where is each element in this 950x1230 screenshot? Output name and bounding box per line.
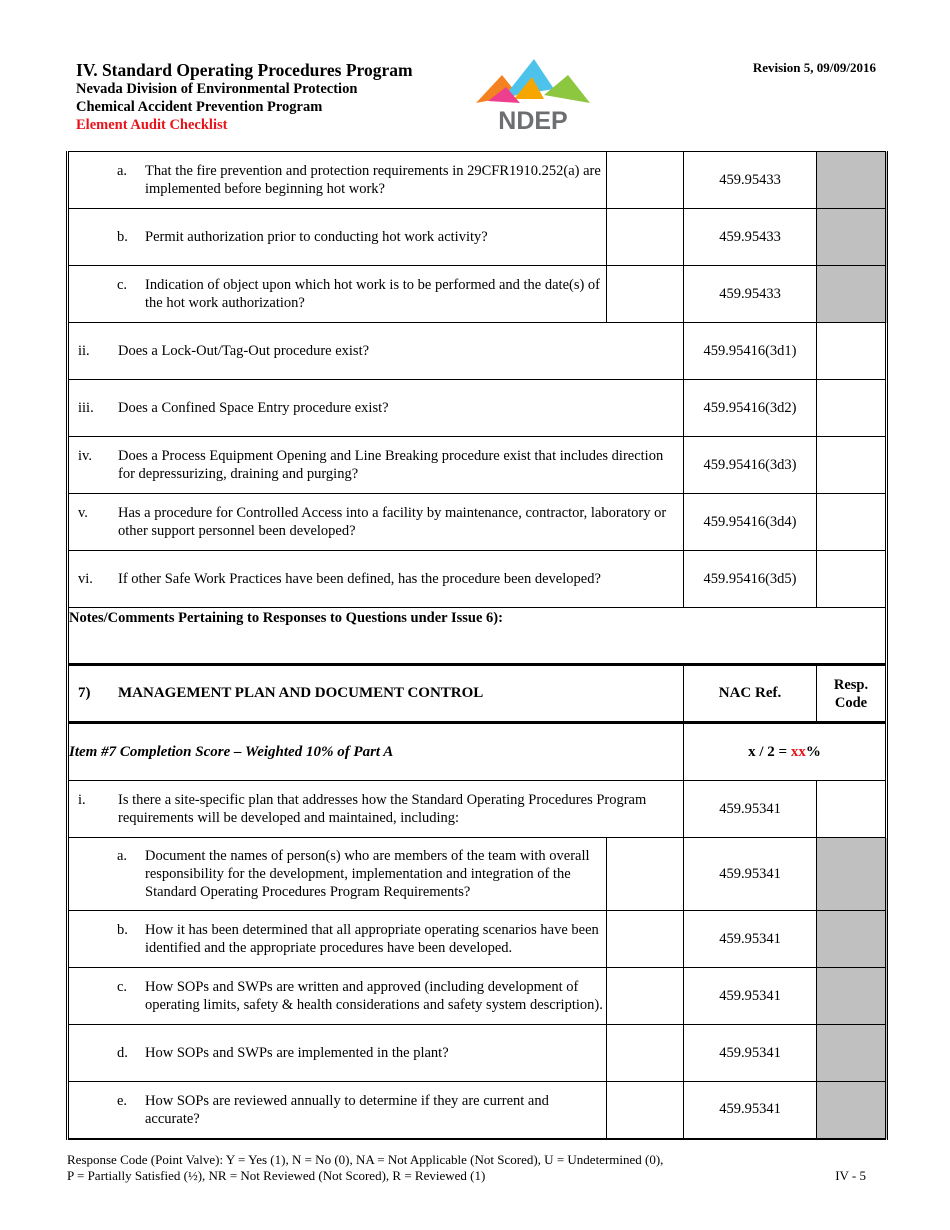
section-title: MANAGEMENT PLAN AND DOCUMENT CONTROL — [118, 685, 484, 701]
response-code-cell[interactable] — [817, 781, 887, 838]
table-row — [68, 551, 887, 608]
response-cell[interactable] — [607, 1025, 684, 1082]
sub-item-letter: b. — [117, 229, 128, 245]
score-row — [68, 723, 887, 781]
section-number: 7) — [78, 685, 91, 701]
table-row — [68, 209, 887, 266]
nac-ref: 459.95416(3d2) — [684, 380, 817, 437]
shaded-cell — [817, 911, 887, 968]
shaded-cell — [817, 1025, 887, 1082]
sub-item-question: Permit authorization prior to conducting hot work activity? — [145, 229, 488, 245]
document-title: IV. Standard Operating Procedures Program — [76, 60, 413, 80]
response-cell[interactable] — [607, 838, 684, 911]
sub-item-question: How SOPs and SWPs are implemented in the plant? — [145, 1045, 449, 1061]
item-number: iv. — [78, 448, 92, 464]
page-number: IV - 5 — [835, 1168, 866, 1183]
table-row — [68, 494, 887, 551]
response-cell[interactable] — [607, 1082, 684, 1139]
sub-item-letter: a. — [117, 848, 128, 864]
sub-item-letter: c. — [117, 277, 128, 293]
score-formula: x / 2 = xx% — [684, 723, 887, 781]
table-row — [68, 911, 887, 968]
sub-item-letter: a. — [117, 163, 128, 179]
audit-checklist-table — [66, 151, 888, 1140]
response-code-cell[interactable] — [817, 323, 887, 380]
response-code-cell[interactable] — [817, 437, 887, 494]
resp-code-header: Resp. Code — [817, 665, 887, 723]
shaded-cell — [817, 209, 887, 266]
table-row — [68, 152, 887, 209]
nac-ref: 459.95433 — [684, 209, 817, 266]
nac-ref: 459.95341 — [684, 781, 817, 838]
table-row — [68, 838, 887, 911]
sub-item-letter: e. — [117, 1092, 128, 1109]
sub-item-question: How SOPs and SWPs are written and approved (including development of operating limits, safety & health considerations and safety system description). — [145, 979, 603, 1013]
sub-item-letter: c. — [117, 979, 128, 995]
sub-item-question: Indication of object upon which hot work is to be performed and the date(s) of the hot work authorization? — [145, 277, 601, 311]
legend-line-2: P = Partially Satisfied (½), NR = Not Reviewed (Not Scored), R = Reviewed (1) — [67, 1168, 486, 1183]
ndep-logo — [474, 57, 592, 133]
nac-ref-header: NAC Ref. — [684, 665, 817, 723]
response-code-legend — [67, 1152, 663, 1184]
nac-ref: 459.95341 — [684, 911, 817, 968]
response-code-cell[interactable] — [817, 494, 887, 551]
shaded-cell — [817, 968, 887, 1025]
nac-ref: 459.95416(3d3) — [684, 437, 817, 494]
sub-item-question: How SOPs are reviewed annually to determine if they are current and accurate? — [145, 1092, 549, 1127]
program-name: Chemical Accident Prevention Program — [76, 99, 323, 115]
table-row — [68, 781, 887, 838]
nac-ref: 459.95416(3d5) — [684, 551, 817, 608]
sub-item-letter: d. — [117, 1045, 128, 1061]
table-row — [68, 1025, 887, 1082]
item-number: iii. — [78, 400, 94, 416]
table-row — [68, 323, 887, 380]
document-header — [76, 60, 413, 134]
table-row — [68, 437, 887, 494]
response-cell[interactable] — [607, 968, 684, 1025]
item-question: Does a Lock-Out/Tag-Out procedure exist? — [118, 343, 370, 359]
response-cell[interactable] — [607, 209, 684, 266]
response-code-cell[interactable] — [817, 380, 887, 437]
sub-item-question: That the fire prevention and protection requirements in 29CFR1910.252(a) are implemented before beginning hot work? — [145, 163, 601, 197]
item-question: If other Safe Work Practices have been defined, has the procedure been developed? — [118, 571, 601, 587]
response-cell[interactable] — [607, 266, 684, 323]
item-number: v. — [78, 505, 88, 521]
nac-ref: 459.95341 — [684, 1025, 817, 1082]
item-question: Does a Process Equipment Opening and Line Breaking procedure exist that includes direction for depressurizing, draining and purging? — [118, 448, 664, 482]
shaded-cell — [817, 1082, 887, 1139]
agency-name: Nevada Division of Environmental Protection — [76, 81, 358, 97]
table-row — [68, 1082, 887, 1139]
notes-cell[interactable] — [68, 608, 887, 665]
sub-item-question: Document the names of person(s) who are members of the team with overall responsibility for the development, implementation and integration of the Standard Operating Procedures Program Requirements? — [145, 848, 590, 900]
table-row — [68, 266, 887, 323]
response-cell[interactable] — [607, 152, 684, 209]
notes-label: Notes/Comments Pertaining to Responses to Questions under Issue 6): — [69, 610, 503, 626]
nac-ref: 459.95341 — [684, 838, 817, 911]
table-row — [68, 380, 887, 437]
response-code-cell[interactable] — [817, 551, 887, 608]
shaded-cell — [817, 266, 887, 323]
table-row — [68, 608, 887, 665]
item-number: i. — [78, 792, 86, 808]
score-label: Item #7 Completion Score – Weighted 10% of Part A — [68, 723, 684, 781]
item-number: vi. — [78, 571, 93, 587]
shaded-cell — [817, 838, 887, 911]
item-question: Does a Confined Space Entry procedure exist? — [118, 400, 389, 416]
nac-ref: 459.95341 — [684, 1082, 817, 1139]
revision-label: Revision 5, 09/09/2016 — [752, 60, 876, 75]
nac-ref: 459.95416(3d1) — [684, 323, 817, 380]
section-header-row — [68, 665, 887, 723]
nac-ref: 459.95341 — [684, 968, 817, 1025]
legend-line-1: Response Code (Point Valve): Y = Yes (1), N = No (0), NA = Not Applicable (Not Scored), U = Undetermined (0), — [67, 1152, 664, 1167]
sub-item-question: How it has been determined that all appropriate operating scenarios have been identified and the appropriate procedures have been developed. — [145, 922, 599, 956]
nac-ref: 459.95433 — [684, 152, 817, 209]
response-cell[interactable] — [607, 911, 684, 968]
nac-ref: 459.95416(3d4) — [684, 494, 817, 551]
sub-item-letter: b. — [117, 922, 128, 938]
table-row — [68, 968, 887, 1025]
checklist-title: Element Audit Checklist — [76, 117, 228, 133]
shaded-cell — [817, 152, 887, 209]
item-question: Is there a site-specific plan that addresses how the Standard Operating Procedures Program requirements will be developed and maintained, including: — [118, 792, 647, 826]
nac-ref: 459.95433 — [684, 266, 817, 323]
item-number: ii. — [78, 343, 90, 359]
item-question: Has a procedure for Controlled Access into a facility by maintenance, contractor, laboratory or other support personnel been developed? — [118, 505, 667, 539]
logo-text: NDEP — [498, 107, 568, 133]
